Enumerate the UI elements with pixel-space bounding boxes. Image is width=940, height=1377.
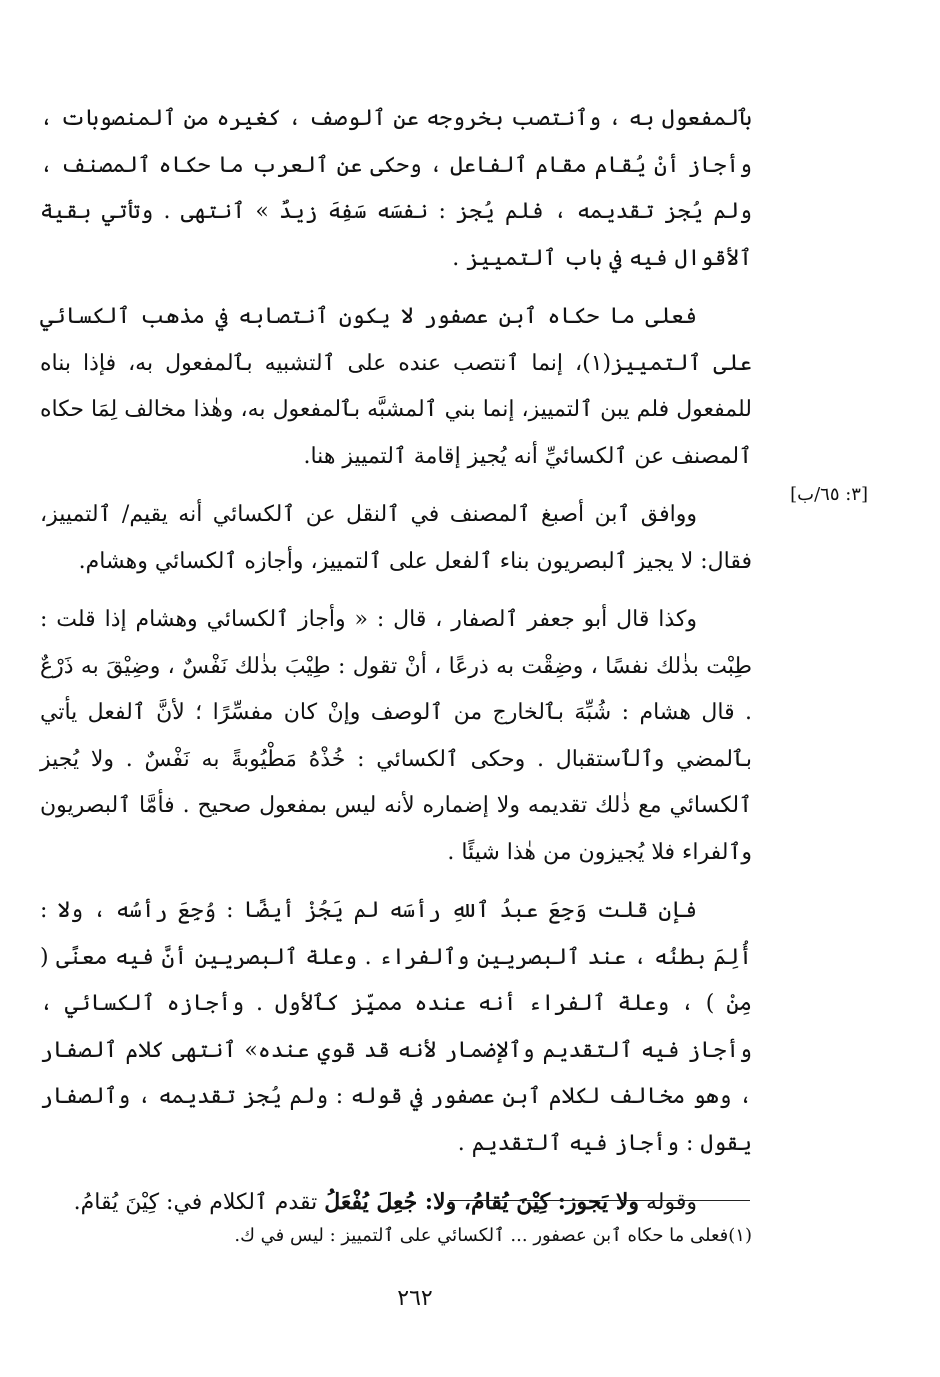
paragraph-6 xyxy=(40,1179,752,1227)
paragraph-5: فإن قلت وَجِعَ عبدُ ٱللهِ رأسَه لم يَجُزْ أيضًا : وُجِعَ رأسُه ، ولا : أُلِمَ بطنُه ، عند ٱلبصريين وٱلفراء . وعلة ٱلبصريين أنَّ فيه معنًى ( مِنْ ) ، وعلة ٱلفراء أنه عنده مميِّز كٱلأول . وأجازه ٱلكسائي ، وأجاز فيه ٱلتقديم وٱلإضمار لأنه قد قوي عنده» ٱنتهى كلام ٱلصفار ، وهو مخالف لكلام ٱبن عصفور في قوله : ولم يُجز تقديمه ، وٱلصفار يقول : وأجاز فيه ٱلتقديم . xyxy=(40,898,752,1156)
footnote-separator xyxy=(449,1200,750,1201)
paragraph-2: فعلى ما حكاه ٱبن عصفور لا يكون ٱنتصابه في مذهب ٱلكسائي على ٱلتمييز(١)، إنما ٱنتصب عنده على ٱلتشبيه بٱلمفعول به، فإذا بناه للمفعول فلم يبن ٱلتمييز، إنما بني ٱلمشبَّه بٱلمفعول به، وهٰذا مخالف لِمَا حكاه ٱلمصنف عن ٱلكسائيِّ أنه يُجيز إقامة ٱلتمييز هنا. xyxy=(40,304,753,469)
paragraph-6-tail: تقدم ٱلكلام في: كِيْنَ يُقامُ. xyxy=(73,1190,325,1215)
paragraph-3: ووافق ٱبن أصبغ ٱلمصنف في ٱلنقل عن ٱلكسائي أنه يقيم/ ٱلتمييز، فقال: لا يجيز ٱلبصريون بناء ٱلفعل على ٱلتمييز، وأجازه ٱلكسائي وهشام. xyxy=(40,502,752,574)
footnote: (١)فعلى ما حكاه ٱبن عصفور ... ٱلكسائي على ٱلتمييز : ليس في ك. xyxy=(234,1225,752,1246)
margin-folio-note: [٣: ٦٥/ب] xyxy=(790,484,868,505)
paragraph-6-lead: وقوله xyxy=(639,1190,697,1215)
paragraph-1: بٱلمفعول به ، وٱنتصب بخروجه عن ٱلوصف ، كغيره من ٱلمنصوبات ، وأجاز أنْ يُقام مقام ٱلفاعل ، وحكى عن ٱلعرب ما حكاه ٱلمصنف ، ولم يُجز تقديمه ، فلم يُجز : نفسَه سَفِهَ زيدٌ » ٱنتهى . وتأتي بقية ٱلأقوال فيه في باب ٱلتمييز . xyxy=(40,106,752,271)
page-number: ٢٦٢ xyxy=(397,1286,433,1311)
paragraph-4: وكذا قال أبو جعفر ٱلصفار ، قال : « وأجاز ٱلكسائي وهشام إذا قلت : طِبْت بذٰلك نفسًا ، وضِقْت به ذرعًا ، أنْ تقول : طِيْبَ بذٰلك نَفْسٌ ، وضِيْقَ به ذَرْعٌ . قال هشام : شُبِّهَ بٱلخارج من ٱلوصف وإنْ كان مفسِّرًا ؛ لأنَّ ٱلفعل يأتي بٱلمضي وٱلٱستقبال . وحكى ٱلكسائي : خُذْهُ مَطْيُوبةً به نَفْسٌ . ولا يُجيز ٱلكسائي مع ذٰلك تقديمه ولا إضماره لأنه ليس بمفعول صحيح . فأمَّا ٱلبصريون وٱلفراء فلا يُجيزون من هٰذا شيئًا . xyxy=(40,607,752,865)
paragraph-6-bold: ولا يَجوز: كِيْنَ يُقامُ، ولا: جُعِلَ يُفْعَلُ xyxy=(324,1189,639,1215)
main-text xyxy=(40,96,752,1227)
